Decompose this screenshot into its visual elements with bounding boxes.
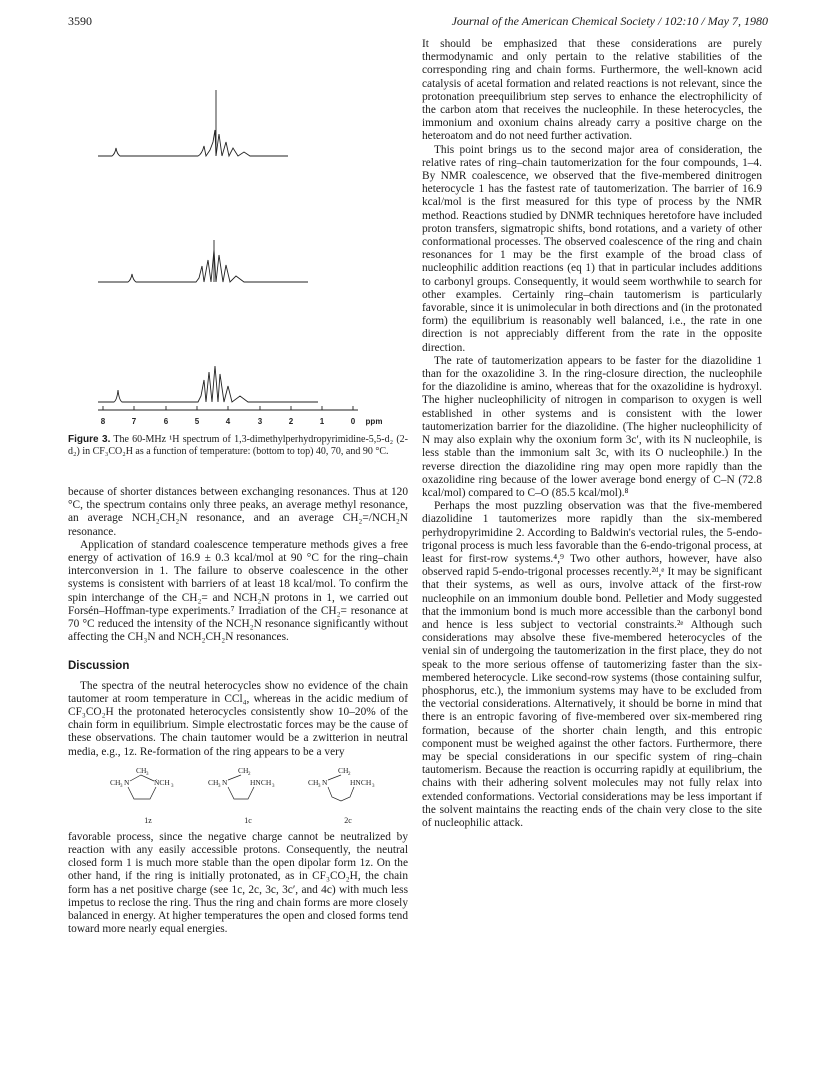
structure-label: 1c [244,815,252,825]
svg-text:3: 3 [146,771,149,777]
structure-1c [208,763,288,827]
tick-label-2: 2 [288,417,294,426]
svg-text:N: N [124,777,130,787]
svg-text:3: 3 [218,783,221,789]
body-paragraph: Perhaps the most puzzling observation was that the five-membered diazolidine 1 tautomerizes more rapidly than the six-membered perhydropyrimidine 2. According to Baldwin's vectorial rules, the 5-endo-trigonal process is much less favorable than the 6-endo-trigonal process, at least for first-row systems.⁴,⁹ Two other authors, however, have also observed rapid 5-endo-trigonal processes recently.²ᵈ,ᵉ It may be significant that their systems, as well as ours, involve attack of the first-row nucleophile on an immonium double bond. Pelletier and Mody suggested that the immonium bond is much more accessible than the carbonyl bond and hence is less subject to vectorial constraints.²ᵉ Although such considerations may absolve these five-membered heterocycles of the venial sin of undergoing the tautomerization in the first place, they do not speak to the more serious offense of tautomerizing faster than the six-membered heterocycle. Like second-row systems (those containing sulfur, phosphorus, etc.), the immonium systems may have to be excluded from the vectorial considerations. Alternatively, it should be borne in mind that there is an entropic favoring of five-membered over six-membered ring formation, because of the shorter chain length, and this entropic component must be weighed against the other factors. Furthermore, there may be special considerations in our specific system of ring–chain tautomerism. Because the reaction is occurring rapidly at equilibrium, the chains with their adhering solvent molecules may not fully relax into extended conformations. Vectorial considerations may be less important if the solvent maintains the reacting ends of the chain very close to the site of nucleophilic attack. [422,500,762,829]
section-heading: Discussion [68,660,130,673]
svg-text:CH: CH [110,777,121,787]
svg-text:CH: CH [238,765,249,775]
svg-text:3: 3 [372,783,375,789]
right-text-column [422,38,762,830]
svg-text:3: 3 [120,783,123,789]
svg-text:CH: CH [136,765,147,775]
tick-label-0: 0 [350,417,356,426]
svg-text:2: 2 [248,771,251,777]
svg-text:3: 3 [318,783,321,789]
tick-label-6: 6 [163,417,169,426]
spectrum-trace-40c [98,366,318,402]
structure-label: 1z [144,815,152,825]
axis-tick-marks [103,406,353,410]
body-paragraph: Application of standard coalescence temperature methods gives a free energy of activation of 16.9 ± 0.3 kcal/mol at 90 °C for the ring–chain interconversion in 1. The failure to observe coalescence in the other systems is consistent with barriers of at least 18 kcal/mol. To confirm the spin interchange of the CH₂= and NCH₂N protons in 1, we carried out Forsén–Hoffman-type experiments.⁷ Irradiation of the CH₂= resonance at 70 °C reduced the intensity of the NCH₂N resonance significantly without affecting the CH₃N and NCH₂CH₂N resonances. [68,538,408,644]
svg-text:CH: CH [308,777,319,787]
tick-label-7: 7 [131,417,137,426]
svg-text:3: 3 [171,783,174,789]
svg-text:CH: CH [338,765,349,775]
spectrum-trace-90c [98,130,288,156]
tick-label-4: 4 [225,417,231,426]
tick-label-8: 8 [100,417,106,426]
nmr-spectra-figure [68,90,408,426]
structure-2c [308,763,388,827]
caption-text: The 60-MHz ¹H spectrum of 1,3-dimethylperhydropyrimidine-5,5-d₂ (2-d₂) in CF₃CO₂H as a function of temperature: (bottom to top) 40, 70, and 90 °C. [68,434,408,457]
svg-text:ṄCH: ṄCH [154,777,170,787]
body-paragraph: favorable process, since the negative charge cannot be neutralized by reaction with any easily accessible protons. Consequently, the neutral closed form 1 is much more stable than the open dipolar form 1z. On the other hand, if the ring is initially protonated, as in CF₃CO₂H, the chain form has a net positive charge (see 1c, 2c, 3c, 3c′, and 4c) with much less impetus to reclose the ring. Thus the ring and chain forms are more closely balanced in energy. At higher temperatures the open and closed forms tend toward more nearly equal energies. [68,830,409,936]
left-text-column [68,486,408,936]
body-paragraph: It should be emphasized that these considerations are purely thermodynamic and only pertain to the relative stabilities of the corresponding ring and chain forms. Furthermore, the well-known acid catalysis of acetal formation and related reactions is not relevant, since the protonation preequilibrium step serves to enhance the electrophilicity of the carbon atom that receives the nucleophile. In these heterocycles, the immonium and oxonium chains already carry a positive charge on the heteroatom and do not need further activation. [422,38,762,143]
tick-label-3: 3 [257,417,263,426]
chemical-structures [68,763,408,827]
svg-text:3: 3 [272,783,275,789]
svg-text:N: N [222,777,228,787]
structure-1z-drawing [108,763,188,813]
spectrum-trace-70c [98,250,308,282]
journal-citation: Journal of the American Chemical Society / 102:10 / May 7, 1980 [451,14,768,28]
tick-label-1: 1 [319,417,325,426]
body-paragraph: This point brings us to the second major area of consideration, the relative rates of ring–chain tautomerization for the four compounds, 1–4. By NMR coalescence, we observed that the five-membered dinitrogen heterocycle 1 has the fastest rate of tautomerization. The barrier of 16.9 kcal/mol is the first measured for this type of process by the NMR method. Reactions studied by DNMR techniques heretofore have included proton transfers, sigmatropic shifts, bond rotations, and a variety of other conformational processes. The observed coalescence of the ring and chain resonances for 1 may be the first example of the broad class of nucleophilic addition reactions (eq 1) that in particular includes additions to carbonyl groups. Consequently, it would seem worthwhile to search for other examples. Certainly ring–chain tautomerism is particularly favorable, since it is unimolecular in both directions and (in the protonated form) the equilibrium is reasonably well balanced, i.e., the rate in one direction is not appreciably different from the rate in the opposite direction. [422,143,762,354]
body-paragraph: The rate of tautomerization appears to be faster for the diazolidine 1 than for the oxazolidine 3. In the ring-closure direction, the nucleophile for the diazolidine is amino, whereas that for the oxazolidine is hydroxyl. The higher nucleophilicity of nitrogen in comparison to oxygen is well established in other systems and is consistent with the lower tautomerization barrier for the diazolidine. (The higher nucleophilicity of N may also explain why the oxonium form 3c′, with its N nucleophile, is less stable than the immonium salt 3c, with its O nucleophile.) In the reverse direction the diazolidine ring may open more rapidly than the oxazolidine ring because of the lower average bond energy of C–N (72.8 kcal/mol) compared to C–O (85.5 kcal/mol).⁸ [422,354,762,499]
body-paragraph: because of shorter distances between exchanging resonances. Thus at 120 °C, the spectrum contains only three peaks, an average methyl resonance, an average NCH₂CH₂N resonance, and an average CH₂=/NCH₂N resonance. [68,486,408,538]
tick-label-5: 5 [194,417,200,426]
body-paragraph: The spectra of the neutral heterocycles show no evidence of the chain tautomer at room temperature in CCl₄, whereas in the acidic medium of CF₃CO₂H the protonated heterocycles consistently show 10–20% of the chain form in equilibrium. Simple electrostatic forces may be the cause of these observations. The chain tautomer would be a zwitterion in neutral media, e.g., 1z. Re-formation of the ring appears to be a very [68,679,408,758]
svg-text:HNCH: HNCH [350,777,372,787]
svg-text:CH: CH [208,777,219,787]
structure-label: 2c [344,815,352,825]
nmr-spectra-plot [68,90,408,430]
figure-caption [68,434,408,458]
svg-text:N: N [322,777,328,787]
caption-label: Figure 3. [68,434,111,445]
page-header [68,14,768,30]
axis-unit-label: ppm [365,417,383,426]
svg-text:2: 2 [348,771,351,777]
structure-1c-drawing [208,763,288,813]
svg-text:HNCH: HNCH [250,777,272,787]
structure-2c-drawing [308,763,388,813]
structure-1z [108,763,188,827]
page-number: 3590 [68,14,92,28]
